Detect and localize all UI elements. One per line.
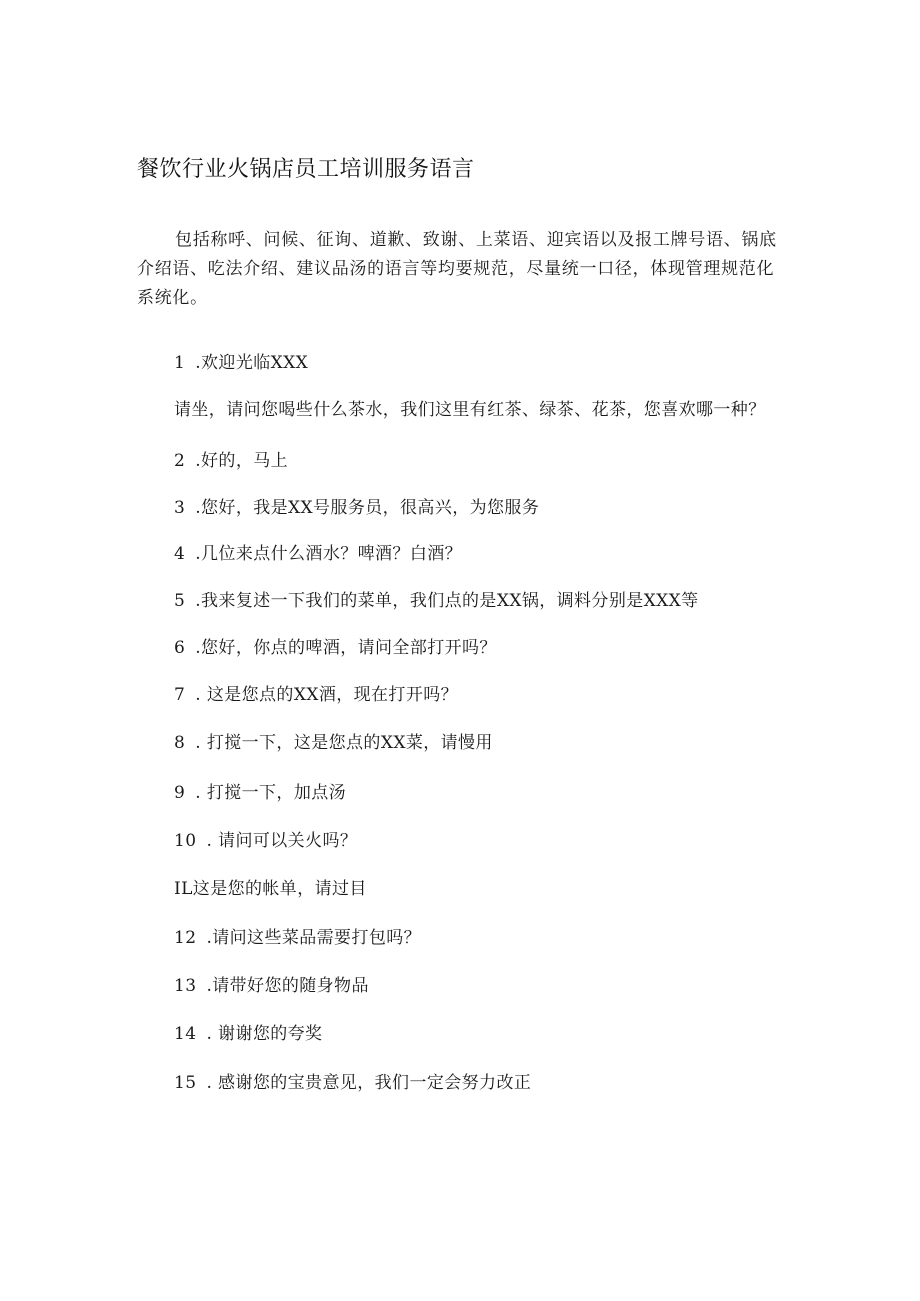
item-text: . 打搅一下，加点汤 [195, 783, 347, 803]
list-item [174, 877, 367, 901]
item-text: . 感谢您的宝贵意见，我们一定会努力改正 [206, 1073, 532, 1093]
list-item [174, 589, 699, 613]
list-item [174, 926, 421, 950]
item-text: .请问这些菜品需要打包吗？ [206, 928, 422, 948]
item-number: 8 [174, 733, 186, 753]
list-item [174, 398, 766, 422]
list-item [174, 636, 497, 660]
item-number: 12 [174, 928, 197, 948]
item-text: . 谢谢您的夸奖 [206, 1024, 323, 1044]
item-text: IL这是您的帐单，请过目 [174, 879, 367, 899]
item-text: . 这是您点的XX酒，现在打开吗？ [195, 685, 459, 705]
item-text: .我来复述一下我们的菜单，我们点的是XX锅，调料分别是XXX等 [195, 591, 699, 611]
list-item [174, 781, 346, 805]
item-number: 15 [174, 1073, 197, 1093]
item-number: 2 [174, 451, 186, 471]
item-text: .欢迎光临XXX [195, 353, 309, 373]
item-text: . 请问可以关火吗？ [206, 831, 358, 851]
item-text: .几位来点什么酒水？啤酒？白酒？ [195, 544, 463, 564]
item-text: .您好，我是XX号服务员，很高兴，为您服务 [195, 498, 540, 518]
list-item [174, 683, 458, 707]
document-title: 餐饮行业火锅店员工培训服务语言 [137, 157, 475, 182]
intro-paragraph: 包括称呼、问候、征询、道歉、致谢、上菜语、迎宾语以及报工牌号语、锅底介绍语、吃法介绍、建议品汤的语言等均要规范，尽量统一口径，体现管理规范化系统化。 [137, 230, 777, 308]
item-number: 6 [174, 638, 186, 658]
item-number: 14 [174, 1024, 197, 1044]
item-text: .请带好您的随身物品 [206, 976, 369, 996]
item-number: 13 [174, 976, 197, 996]
item-number: 1 [174, 353, 186, 373]
item-number: 7 [174, 685, 186, 705]
list-item [174, 449, 288, 473]
item-number: 9 [174, 783, 186, 803]
item-text: . 打搅一下，这是您点的XX菜，请慢用 [195, 733, 493, 753]
list-item [174, 542, 462, 566]
list-item [174, 1022, 322, 1046]
list-item [174, 1071, 531, 1095]
list-item [174, 829, 357, 853]
item-text: 请坐，请问您喝些什么茶水，我们这里有红茶、绿茶、花茶，您喜欢哪一种？ [174, 400, 766, 420]
item-number: 4 [174, 544, 186, 564]
list-item [174, 496, 539, 520]
list-item [174, 351, 308, 375]
item-number: 10 [174, 831, 197, 851]
item-number: 3 [174, 498, 186, 518]
list-item [174, 974, 369, 998]
item-text: .您好，你点的啤酒，请问全部打开吗？ [195, 638, 497, 658]
item-text: .好的，马上 [195, 451, 289, 471]
list-item [174, 731, 493, 755]
item-number: 5 [174, 591, 186, 611]
